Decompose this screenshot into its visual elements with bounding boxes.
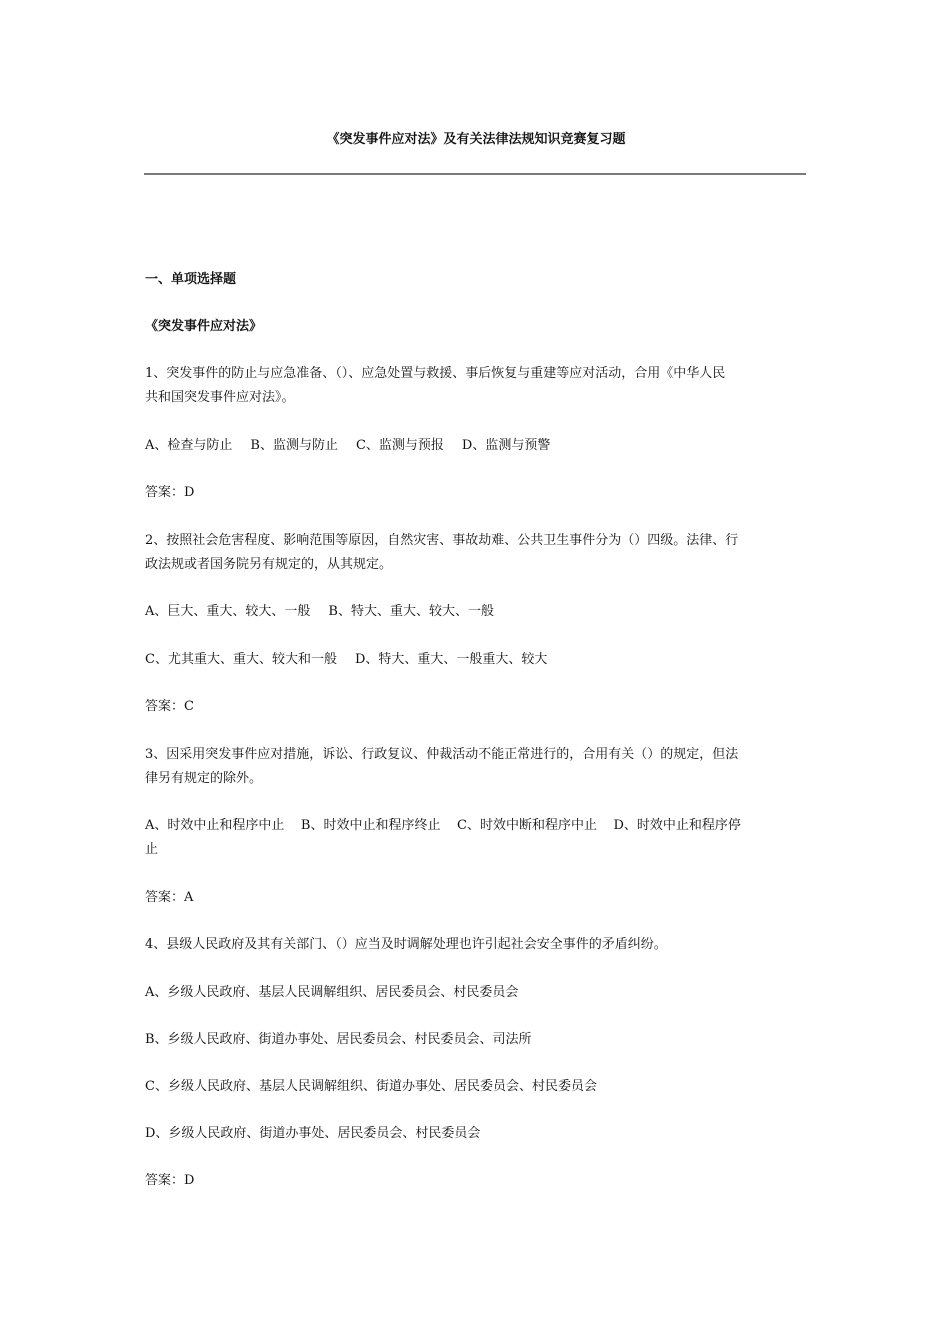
question-2-answer: 答案：C (145, 699, 194, 714)
question-3-line-2: 律另有规定的除外。 (145, 771, 263, 786)
question-2-options-row-2 (145, 648, 807, 672)
option-a: A、巨大、重大、较大、一般 (145, 604, 311, 619)
question-1-answer: 答案：D (145, 485, 195, 500)
question-2-line-2: 政法规或者国务院另有规定的，从其规定。 (145, 557, 393, 572)
option-d: D、监测与预警 (461, 438, 551, 453)
question-4-option-c: C、乡级人民政府、基层人民调解组织、街道办事处、居民委员会、村民委员会 (145, 1079, 597, 1094)
subsection-heading: 《突发事件应对法》 (145, 319, 263, 334)
option-b: B、监测与防止 (250, 438, 338, 453)
question-1-line-2: 共和国突发事件应对法》。 (145, 390, 295, 405)
question-3-options-line-2: 止 (145, 842, 159, 857)
option-a: A、检查与防止 (145, 438, 233, 453)
option-c: C、尤其重大、重大、较大和一般 (145, 652, 337, 667)
document-title: 《突发事件应对法》及有关法律法规知识竞赛复习题 (326, 132, 626, 147)
question-2-options-row-1 (145, 600, 807, 624)
question-2-line-1: 2、按照社会危害程度、影响范围等原因，自然灾害、事故劫难、公共卫生事件分为（）四级。法律、行 (145, 533, 739, 548)
question-3-options-line-1: A、时效中止和程序中止 B、时效中止和程序终止 C、时效中断和程序中止 D、时效中止和程序停 (145, 818, 741, 833)
option-b: B、特大、重大、较大、一般 (328, 604, 494, 619)
question-4-line-1: 4、县级人民政府及其有关部门、（）应当及时调解处理也许引起社会安全事件的矛盾纠纷。 (145, 937, 667, 952)
question-3-answer: 答案：A (145, 890, 194, 905)
option-d: D、特大、重大、一般重大、较大 (354, 652, 548, 667)
title-divider (144, 173, 806, 175)
section-heading: 一、单项选择题 (145, 272, 237, 287)
question-1-options (145, 434, 807, 458)
question-4-option-a: A、乡级人民政府、基层人民调解组织、居民委员会、村民委员会 (145, 985, 519, 1000)
question-3-line-1: 3、因采用突发事件应对措施，诉讼、行政复议、仲裁活动不能正常进行的，合用有关（）的规定，但法 (145, 747, 739, 762)
question-4-answer: 答案：D (145, 1173, 195, 1188)
question-4-option-b: B、乡级人民政府、街道办事处、居民委员会、村民委员会、司法所 (145, 1032, 532, 1047)
option-c: C、监测与预报 (355, 438, 444, 453)
question-4-option-d: D、乡级人民政府、街道办事处、居民委员会、村民委员会 (145, 1126, 481, 1141)
question-1-line-1: 1、突发事件的防止与应急准备、（）、应急处置与救援、事后恢复与重建等应对活动，合用《中华人民 (145, 366, 726, 381)
